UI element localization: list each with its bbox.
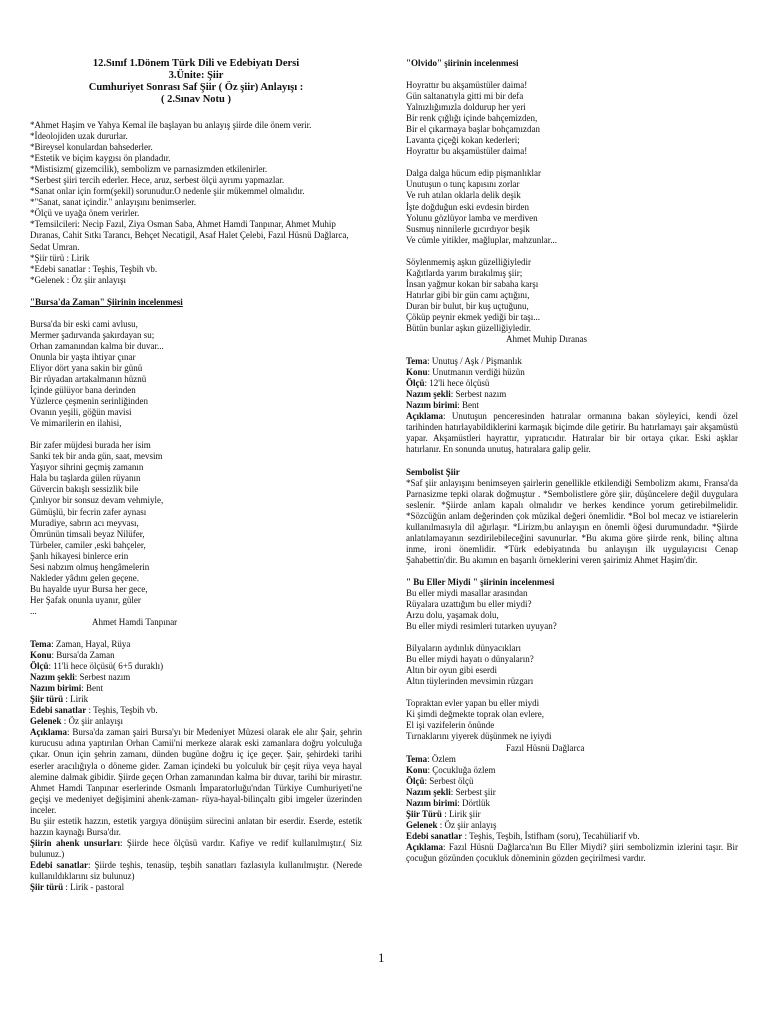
analysis-label: Nazım birimi (406, 797, 458, 808)
analysis-row (30, 672, 362, 683)
sembolist-text: *Saf şiir anlayışını benimseyen şairlerin genellikle etkilendiği Sembolizm akımı, Fransa'da Parnasizme tepki olarak doğmuştur . *Sembolistlere göre şiir, düşüncelere değil duygulara seslenir. *Şiirde anlam kapalı olmalıdır ve herkes kendince yorum getirebilmelidir. *Sözcüğün anlam değerinden çok müzikal değeri önemlidir. *Bol bol mecaz ve istiarelerin kullanılmasıyla dil ağırlaşır. *Lirizm,bu anlayışın en önemli öğesi durumundadır. *Şiirde anlatılamayanın sezdirilebileceğini savunurlar. *Bu akıma göre şiirde renk, bilinç altına inme, ironi önemlidir. *Türk edebiyatında bu anlayışın ilk uygulayıcısı Cenap Şahabettin'dir. Bu akımın en başarılı örneklerini veren şairimiz Ahmet Haşim'dir. (406, 477, 738, 565)
poem-line: Hoyrattır bu akşamüstüler daima! (406, 146, 528, 157)
analysis-row (406, 820, 738, 831)
analysis-row (406, 400, 738, 411)
analysis-value: : Teşhis, Teşbih, İstifham (soru), Tecahüliarif vb. (462, 830, 640, 841)
poem-line: Nakleder yâdını gelen geçene. (30, 572, 139, 583)
poem-line: Bütün bunlar aşkın güzelliğiyledir. (406, 322, 531, 333)
olvido-analysis (406, 356, 738, 411)
analysis-row (406, 356, 738, 367)
intro-bullet: *Ahmet Haşim ve Yahya Kemal ile başlayan bu anlayış şiirde dile önem verir. (30, 120, 312, 130)
poem-line: El işi vazifelerin önünde (406, 720, 495, 731)
poem-line: Gün saltanatıyla gitti mi bir defa (406, 91, 524, 102)
olvido-stanza-3 (406, 257, 738, 334)
olvido-stanza-2 (406, 168, 738, 245)
bueller-stanza-1 (406, 588, 738, 632)
poem-line: Çöküp peynir ekmek yediği bir taşı... (406, 311, 540, 322)
analysis-value: : 11'li hece ölçüsü( 6+5 duraklı) (48, 661, 164, 672)
analysis-label: Nazım şekli (406, 786, 451, 797)
poem-line: Ki şimdi değmekte toprak olan evlere, (406, 709, 544, 720)
poem-line: Yaşıyor sihrini geçmiş zamanın (30, 462, 144, 473)
bueller-aciklama-text: : Fazıl Hüsnü Dağlarca'nın Bu Eller Miydi? şiiri sembolizmin izlerini taşır. Bir çocuğun gözünden çocukluk döneminin gözden geçirilmesi vardır. (406, 841, 738, 863)
poem-line: Bir rüyadan artakalmanın hüznü (30, 373, 147, 384)
bursa-ahenk-text: : Şiirde hece ölçüsü vardır. Kafiye ve redif kullanılmıştır.( Siz bulunuz.) (30, 837, 362, 859)
bursa-edebi-label: Edebi sanatlar (30, 859, 88, 870)
poem-line: Bu eller miydi masallar arasından (406, 587, 528, 598)
title-line-4: ( 2.Sınav Notu ) (160, 94, 231, 105)
bursa-paragraph-2: Bu şiir estetik hazzın, estetik yargıya dönüşüm sürecini anlatan bir eserdir. Eserde, estetik hazzın kaynağı Bursa'dır. (30, 815, 362, 837)
olvido-stanza-1 (406, 80, 738, 157)
poem-line: Kağıtlarda yarım bırakılmış şiir; (406, 267, 523, 278)
analysis-label: Konu (30, 650, 52, 661)
analysis-row (406, 798, 738, 809)
poem-line: Altın tüylerinden mevsimin rüzgarı (406, 676, 534, 687)
poem-line: Orhan zamanından kalma bir duvar... (30, 340, 164, 351)
intro-bullets (30, 120, 362, 286)
analysis-row (30, 661, 362, 672)
analysis-row (30, 650, 362, 661)
bursa-tur-text: : Lirik - pastoral (63, 882, 125, 893)
bursa-stanza-2 (30, 440, 362, 617)
analysis-label: Edebi sanatlar (30, 705, 87, 716)
analysis-value: : Serbest nazım (74, 672, 131, 683)
analysis-value: : Öz şiir anlayış (437, 819, 497, 830)
analysis-row (30, 683, 362, 694)
intro-bullet: *"Sanat, sanat içindir." anlayışını benimserler. (30, 197, 197, 208)
poem-line: Güvercin bakışlı sessizlik bile (30, 484, 139, 495)
intro-bullet: *Gelenek : Öz şiir anlayışı (30, 274, 126, 285)
poem-line: Mermer şadırvanda şakırdayan su; (30, 329, 155, 340)
analysis-label: Nazım birimi (406, 400, 458, 411)
poem-line: Türbeler, camiler ,eski bahçeler, (30, 539, 146, 550)
analysis-row (406, 367, 738, 378)
poem-line: Topraktan evler yapan bu eller miydi (406, 698, 540, 709)
poem-line: Lavanta çiçeği kokan kederleri; (406, 135, 520, 146)
poem-line: İnsan yağmur kokan bir sabaha karşı (406, 278, 539, 289)
poem-line: Arzu dolu, yaşamak dolu, (406, 610, 499, 621)
poem-line: Ve ruh atılan oklarla delik deşik (406, 190, 521, 201)
analysis-row (406, 809, 738, 820)
sembolist-section-title: Sembolist Şiir (406, 466, 460, 477)
analysis-label: Tema (406, 356, 428, 367)
intro-bullet: *Estetik ve biçim kaygısı ön plandadır. (30, 153, 171, 164)
poem-line: Çınlıyor bir sonsuz devam vehmiyle, (30, 495, 164, 506)
bursa-aciklama-label: Açıklama (30, 727, 67, 738)
poem-line: Hala bu taşlarda gülen rüyanın (30, 473, 141, 484)
poem-line: Yolunu gözlüyor lamba ve merdiven (406, 212, 538, 223)
poem-line: Yalnızlığımızla doldurup her yeri (406, 102, 526, 113)
analysis-row (30, 705, 362, 716)
intro-bullet: *Şiir türü : Lirik (30, 252, 90, 263)
poem-line: Dalga dalga hücum edip pişmanlıklar (406, 168, 541, 179)
olvido-aciklama (406, 411, 738, 455)
bueller-aciklama-label: Açıklama (406, 841, 443, 852)
analysis-value: : Bursa'da Zaman (51, 650, 115, 661)
analysis-label: Tema (406, 753, 428, 764)
analysis-value: : 12'li hece ölçüsü (424, 378, 490, 389)
bursa-poet: Ahmet Hamdi Tanpınar (92, 616, 178, 627)
poem-line: Hoyrattır bu akşamüstüler daima! (406, 80, 528, 91)
poem-line: Rüyalara uzattığım bu eller miydi? (406, 599, 532, 610)
olvido-aciklama-text: : Unutuşun penceresinden hatıralar ormanına bakan söyleyici, kendi özel tarihinden hatırlayabildiklerini karmaşık biçimde dile getirir. Bu hatırlamayı şair akşamüstü yapar. Akşamüstleri hayrattır, yıpratıcıdır. Hatıralar bir bir ortaya çıkar. Eski aşklar hatırlanır. En sonunda unutuş, hatıralara galip gelir. (406, 411, 738, 455)
title-line-2: 3.Ünite: Şiir (168, 70, 224, 81)
analysis-label: Edebi sanatlar (406, 830, 463, 841)
poem-line: Şanlı hikayesi binlerce erin (30, 550, 129, 561)
bueller-poet: Fazıl Hüsnü Dağlarca (506, 742, 585, 753)
intro-bullet: *Bireysel konulardan bahsederler. (30, 142, 153, 153)
analysis-row (406, 776, 738, 787)
bueller-stanza-3 (406, 698, 738, 742)
bursa-aciklama (30, 727, 362, 815)
bursa-tur-label: Şiir türü (30, 882, 64, 893)
poem-line: Altın bir oyun gibi eserdi (406, 665, 497, 676)
analysis-value: : Lirik şiir (441, 808, 481, 819)
right-column (406, 58, 738, 864)
analysis-value: : Özlem (427, 753, 456, 764)
analysis-label: Ölçü (30, 661, 49, 672)
analysis-value: : Teşhis, Teşbih vb. (86, 705, 158, 716)
poem-line: Bir zafer müjdesi burada her isim (30, 440, 151, 451)
poem-line: Susmuş ninnilerle gıcırdıyor beşik (406, 223, 530, 234)
intro-bullet: *Mistisizm( gizemcilik), sembolizm ve parnasizmden etkilenirler. (30, 164, 268, 175)
poem-line: Ömrünün timsali beyaz Nilüfer, (30, 528, 145, 539)
page-title (30, 58, 362, 106)
poem-line: Yüzlerce çeşmenin serinliğinden (30, 396, 148, 407)
analysis-value: : Unutuş / Aşk / Pişmanlık (427, 356, 522, 367)
analysis-value: : Dörtlük (457, 797, 490, 808)
analysis-value: : Unutmanın verdiği hüzün (427, 367, 525, 378)
poem-line: Onunla bir yaşta ihtiyar çınar (30, 351, 136, 362)
analysis-label: Ölçü (406, 378, 425, 389)
bursa-section-title: "Bursa'da Zaman" Şiirinin incelenmesi (30, 296, 183, 307)
intro-bullet: *Edebi sanatlar : Teşhis, Teşbih vb. (30, 263, 158, 274)
intro-bullet: *İdeolojiden uzak dururlar. (30, 131, 128, 142)
poem-line: Unutuşun o tunç kapısını zorlar (406, 179, 520, 190)
analysis-label: Gelenek (30, 716, 62, 727)
analysis-row (30, 694, 362, 705)
analysis-label: Şiir türü (30, 694, 64, 705)
olvido-aciklama-label: Açıklama (406, 411, 443, 422)
poem-line: Eliyor dört yana sakin bir günü (30, 362, 143, 373)
analysis-row (406, 389, 738, 400)
bursa-aciklama-text: : Bursa'da zaman şairi Bursa'yı bir Medeniyet Müzesi olarak ele alır Şair, şehrin kurucusu adına yaptırılan Orhan Camii'ni merkeze alarak eski zamanlara doğru yolculuğa çıkar. Onun için şehrin zamanı, dünden bugüne doğru iç içe geçer. Şair, şehirdeki tarihi eserler aracılığıyla o döneme gider. Zaman içindeki bu yolculuk bir çeşit rüya veya hayal alemine dalmak gibidir. Şiirde geçen Orhan zamanından kalma bir duvar, tarihi bir mirastır. Ahmet Hamdi Tanpınar eserlerinde Osmanlı İmparatorluğu'ndan Türkiye Cumhuriyeti'ne geçişi ve medeniyet değişimini ahenk-zaman- rüya-hayal-bilinçaltı gibi imgeler üzerinden inceler. (30, 727, 362, 815)
analysis-label: Nazım birimi (30, 683, 82, 694)
analysis-value: : Lirik (63, 694, 89, 705)
poem-line: Bursa'da bir eski cami avlusu, (30, 318, 138, 329)
analysis-value: : Öz şiir anlayışı (61, 716, 123, 727)
poem-line: Gümüşlü, bir fecrin zafer aynası (30, 506, 147, 517)
analysis-row (406, 831, 738, 842)
poem-line: Ovanın yeşili, göğün mavisi (30, 407, 132, 418)
analysis-row (30, 639, 362, 650)
poem-line: Sesi nabzım olmuş hengâmelerin (30, 561, 150, 572)
olvido-section-title: "Olvido" şiirinin incelenmesi (406, 58, 519, 68)
bursa-edebi-text: : Şiirde teşhis, tenasüp, teşbih sanatları fazlasıyla kullanılmıştır. (Nerede kullanıldıklarını siz bulunuz) (30, 859, 363, 881)
analysis-row (30, 716, 362, 727)
intro-bullet: *Ölçü ve uyağa önem verirler. (30, 208, 140, 219)
analysis-label: Konu (406, 764, 428, 775)
bursa-tur (30, 882, 362, 893)
analysis-value: : Serbest şiir (450, 786, 496, 797)
analysis-label: Nazım şekli (30, 672, 75, 683)
bueller-analysis (406, 754, 738, 842)
analysis-label: Tema (30, 639, 52, 650)
poem-line: Bilyaların aydınlık dünyacıkları (406, 643, 521, 654)
poem-line: Söylenmemiş aşkın güzelliğiyledir (406, 256, 531, 267)
analysis-value: : Serbest nazım (450, 389, 507, 400)
poem-line: Sanki tek bir anda gün, saat, mevsim (30, 451, 163, 462)
poem-line: Muradiye, sabrın acı meyvası, (30, 517, 139, 528)
poem-line: Bu eller miydi hayatı o dünyaların? (406, 654, 534, 665)
analysis-label: Ölçü (406, 775, 425, 786)
intro-bullet: *Serbest şiiri tercih ederler. Hece, aruz, serbest ölçü ayrımı yapmazlar. (30, 175, 285, 186)
poem-line: Duran bir bulut, bir kuş uçtuğunu, (406, 300, 529, 311)
poem-line: Bir el çıkarmaya başlar bohçamızdan (406, 124, 540, 135)
left-column (30, 58, 362, 893)
analysis-label: Şiir Türü (406, 808, 442, 819)
poem-line: Bu hayalde uyur Bursa her gece, (30, 583, 148, 594)
analysis-label: Konu (406, 367, 428, 378)
analysis-value: : Çocukluğa özlem (427, 764, 496, 775)
bursa-stanza-1 (30, 319, 362, 429)
title-line-3: Cumhuriyet Sonrası Saf Şiir ( Öz şiir) Anlayışı : (88, 82, 304, 93)
analysis-value: : Bent (457, 400, 479, 411)
page-number: 1 (378, 950, 385, 965)
olvido-poet: Ahmet Muhip Dıranas (506, 334, 587, 345)
bueller-section-title: " Bu Eller Miydi " şiirinin incelenmesi (406, 576, 555, 587)
poem-line: Ve cümle yitikler, mağluplar, mahzunlar... (406, 234, 557, 245)
analysis-value: : Zaman, Hayal, Rüya (51, 639, 131, 650)
analysis-label: Gelenek (406, 819, 438, 830)
analysis-row (406, 378, 738, 389)
bueller-aciklama (406, 842, 738, 864)
bursa-edebi (30, 860, 362, 882)
poem-line: İçinde gülüyor bana derinden (30, 385, 136, 396)
poem-line: Hatırlar gibi bir gün camı açtığını, (406, 289, 530, 300)
bursa-ahenk (30, 838, 362, 860)
bursa-ahenk-label: Şiirin ahenk unsurları (30, 837, 120, 848)
analysis-label: Nazım şekli (406, 389, 451, 400)
intro-bullet: *Temsilcileri: Necip Fazıl, Ziya Osman Saba, Ahmet Hamdi Tanpınar, Ahmet Muhip Dıranas, Cahit Sıtkı Tarancı, Behçet Necatigil, Asaf Halet Çelebi, Fazıl Hüsnü Dağlarca, Sedat Umran. (30, 219, 349, 252)
poem-line: Her Şafak onunla uyanır, güler (30, 594, 141, 605)
title-line-1: 12.Sınıf 1.Dönem Türk Dili ve Edebiyatı Dersi (92, 58, 300, 69)
analysis-value: : Bent (81, 683, 103, 694)
bueller-stanza-2 (406, 643, 738, 687)
analysis-value: : Serbest ölçü (424, 775, 474, 786)
poem-line: Ve mimarilerin en ilahisi, (30, 418, 122, 429)
poem-line: ... (30, 605, 37, 616)
analysis-row (406, 787, 738, 798)
poem-line: İşte doğduğun eski evdesin birden (406, 201, 529, 212)
analysis-row (406, 765, 738, 776)
poem-line: Bu eller miydi resimleri tutarken uyuyan? (406, 621, 557, 632)
poem-line: Tırnaklarını yiyerek düşünmek ne iyiydi (406, 731, 552, 742)
poem-line: Bir renk çığlığı içinde bahçemizden, (406, 113, 538, 124)
bursa-analysis (30, 639, 362, 727)
analysis-row (406, 754, 738, 765)
intro-bullet: *Sanat onlar için form(şekil) sorunudur.O nedenle şiir mükemmel olmalıdır. (30, 186, 305, 197)
